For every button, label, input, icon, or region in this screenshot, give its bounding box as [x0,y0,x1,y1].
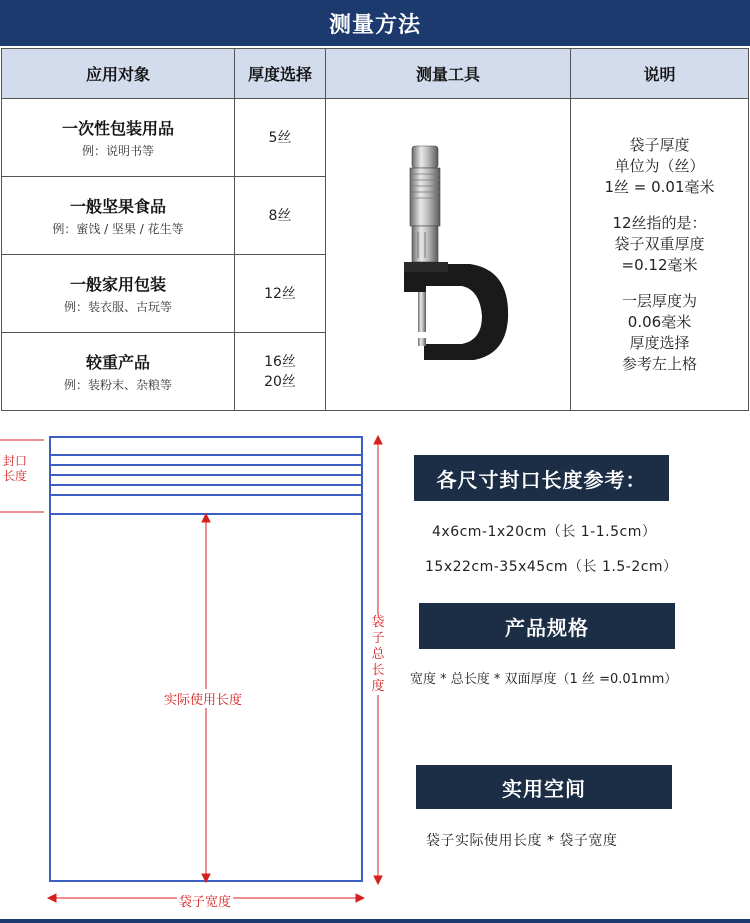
page-banner [0,0,750,46]
space-text: 袋子实际使用长度 * 袋子宽度 [426,833,618,849]
application-name: 一次性包装用品 [61,119,174,138]
space-title [416,765,672,809]
application-cell [2,177,235,255]
header-thickness: 厚度选择 [235,49,326,99]
seal-reference-title-text: 各尺寸封口长度参考： [436,467,647,492]
note-line: =0.12毫米 [621,255,698,274]
thickness-cell [235,99,326,177]
micrometer-icon [378,140,518,370]
thickness-cell [235,255,326,333]
header-tool: 测量工具 [326,49,571,99]
thickness-value: 12丝 [264,285,296,302]
table-row [2,99,749,177]
note-line: 一层厚度为 [621,291,697,310]
application-name: 一般家用包装 [69,275,166,294]
application-name: 一般坚果食品 [69,197,166,216]
bag-diagram [0,420,400,923]
note-line: 袋子厚度 [629,135,690,154]
spec-title [419,603,675,649]
application-example: 例：说明书等 [81,144,154,158]
tool-cell [326,99,571,411]
application-cell [2,99,235,177]
seal-label-line: 长度 [3,469,28,483]
application-cell [2,255,235,333]
banner-title: 测量方法 [328,12,421,38]
bottom-bar [0,919,750,923]
seal-reference-title [414,455,669,501]
note-line: 袋子双重厚度 [614,234,705,253]
thickness-cell [235,333,326,411]
thickness-cell [235,177,326,255]
note-line: 单位为（丝） [614,156,705,175]
note-line: 参考左上格 [621,354,697,373]
application-example: 例：装衣服、古玩等 [63,300,172,314]
thickness-value: 5丝 [268,129,292,146]
header-notes: 说明 [571,49,749,99]
table-header-row [2,49,749,99]
application-name: 较重产品 [85,353,150,372]
seal-length-label [3,454,27,484]
thickness-value: 8丝 [268,207,292,224]
thickness-table [1,48,749,411]
spec-text: 宽度 * 总长度 * 双面厚度（1 丝 =0.01mm） [410,672,678,687]
application-example: 例：装粉末、杂粮等 [63,378,172,392]
seal-reference-line: 15x22cm-35x45cm（长 1.5-2cm） [425,559,678,575]
usable-length-label: 实际使用长度 [163,689,243,708]
total-length-label: 袋子总长度 [371,615,385,694]
seal-label-line: 封口 [3,454,28,468]
thickness-value: 20丝 [264,373,296,390]
measure-arrows [0,420,400,923]
note-line: 厚度选择 [629,333,690,352]
space-title-text: 实用空间 [502,776,586,801]
application-cell [2,333,235,411]
note-line: 0.06毫米 [627,312,692,331]
seal-reference-line: 4x6cm-1x20cm（长 1-1.5cm） [432,524,657,540]
spec-title-text: 产品规格 [505,615,589,640]
application-example: 例：蜜饯 / 坚果 / 花生等 [52,222,184,236]
note-line: 12丝指的是： [612,213,707,232]
note-line: 1丝 = 0.01毫米 [604,177,715,196]
notes-cell [571,99,749,411]
header-application: 应用对象 [2,49,235,99]
thickness-value: 16丝 [264,353,296,370]
bag-width-label: 袋子宽度 [177,891,233,910]
